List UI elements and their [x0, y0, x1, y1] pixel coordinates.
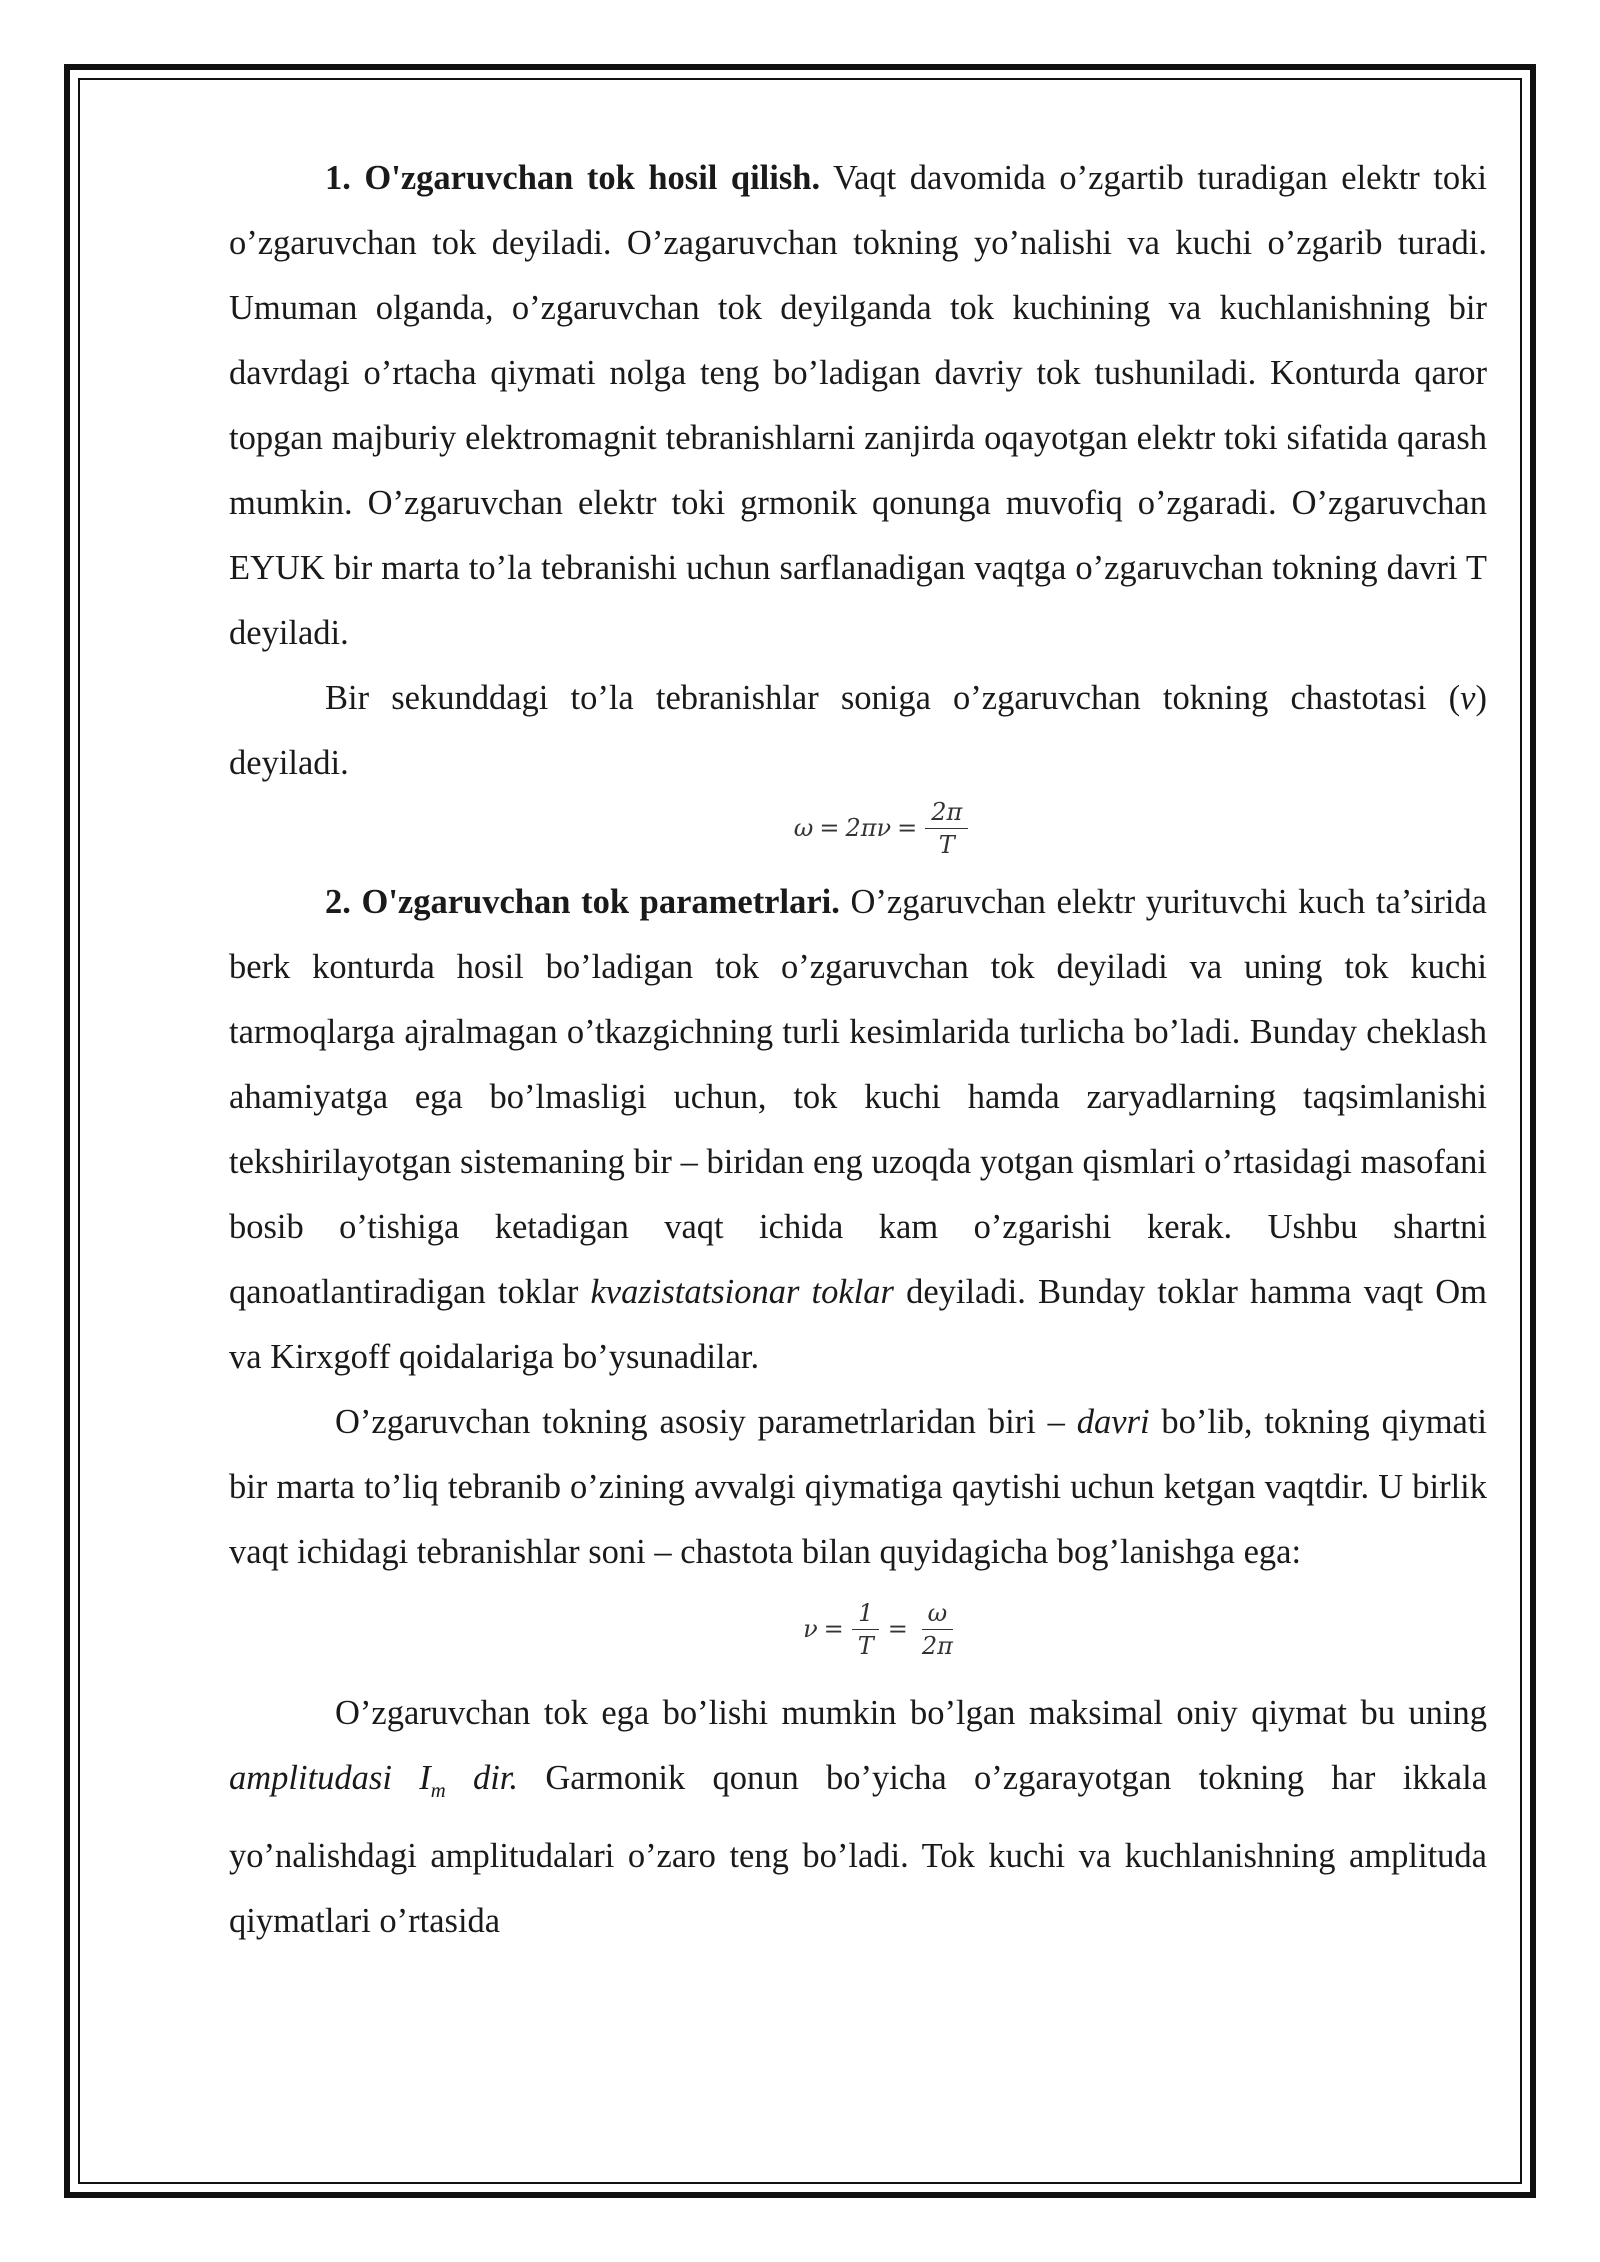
formula2-eq2: = — [887, 1614, 908, 1643]
formula2-eq1: = — [823, 1614, 844, 1643]
formula2-num1: 1 — [852, 1599, 879, 1630]
frequency-text-after: ) deyiladi. — [229, 679, 1487, 782]
formula1-fraction — [925, 798, 968, 859]
section2-text-before: O’zgaruvchan elektr yurituvchi kuch ta’sirida berk konturda hosil bo’ladigan tok o’zgaruvchan tok deyiladi va uning tok kuchi tarmoqlarga ajralmagan o’tkazgichning turli kesimlarida turlicha bo’ladi. Bunday cheklash ahamiyatga ega bo’lmasligi uchun, tok kuchi hamda zaryadlarning taqsimlanishi tekshirilayotgan sistemaning bir – biridan eng uzoqda yotgan qismlari o’rtasidagi masofani bosib o’tishiga ketadigan vaqt ichida kam o’zgarishi kerak. Ushbu shartni qanoatlantiradigan toklar — [229, 883, 1487, 1311]
paragraph-amplitude — [229, 1681, 1487, 1954]
formula1-numerator: 2π — [925, 798, 968, 829]
section2-italic-term: kvazistatsionar toklar — [590, 1273, 894, 1311]
paragraph-period — [229, 1390, 1487, 1585]
amplitude-italic-dir: dir. — [445, 1759, 519, 1797]
section2-text-after: deyiladi. Bunday toklar hamma vaqt Om va Kirxgoff qoidalariga bo’ysunadilar. — [229, 1273, 1487, 1376]
formula-frequency-relation — [229, 1589, 1487, 1669]
amplitude-italic-term: amplitudasi I — [229, 1759, 431, 1797]
document-body — [229, 146, 1487, 1954]
formula2-den1: T — [857, 1631, 874, 1660]
paragraph-section2 — [229, 870, 1487, 1390]
frequency-text-before: Bir sekunddagi to’la tebranishlar soniga o’zgaruvchan tokning chastotasi ( — [325, 679, 1461, 717]
paragraph-section1 — [229, 146, 1487, 666]
period-italic: davri — [1076, 1403, 1150, 1441]
amplitude-text-before: O’zgaruvchan tok ega bo’lishi mumkin bo’lgan maksimal oniy qiymat bu uning — [335, 1694, 1487, 1732]
section1-text: Vaqt davomida o’zgartib turadigan elektr toki o’zgaruvchan tok deyiladi. O’zagaruvchan tokning yo’nalishi va kuchi o’zgarib turadi. Umuman olganda, o’zgaruvchan tok deyilganda tok kuchining va kuchlanishning bir davrdagi o’rtacha qiymati nolga teng bo’ladigan davriy tok tushuniladi. Konturda qaror topgan majburiy elektromagnit tebranishlarni zanjirda oqayotgan elektr toki sifatida qarash mumkin. O’zgaruvchan elektr toki grmonik qonunga muvofiq o’zgaradi. O’zgaruvchan EYUK bir marta to’la tebranishi uchun sarflanadigan vaqtga o’zgaruvchan tokning davri T deyiladi. — [229, 159, 1487, 652]
formula-angular-frequency — [229, 788, 1487, 868]
formula2-den2: 2π — [921, 1631, 953, 1660]
frequency-symbol: ν — [1460, 679, 1476, 717]
formula1-lhs: ω — [793, 814, 814, 842]
period-text-after: bo’lib, tokning qiymati bir marta to’liq tebranib o’zining avvalgi qiymatiga qaytishi uchun ketgan vaqtdir. U birlik vaqt ichidagi tebranishlar soni – chastota bilan quyidagicha bog’lanishga ega: — [229, 1403, 1488, 1571]
amplitude-subscript: m — [430, 1779, 446, 1802]
formula1-denominator: T — [938, 830, 955, 859]
period-text-before: O’zgaruvchan tokning asosiy parametrlaridan biri – — [335, 1403, 1077, 1441]
section1-heading: 1. O'zgaruvchan tok hosil qilish. — [325, 159, 821, 197]
amplitude-text-after: Garmonik qonun bo’yicha o’zgarayotgan tokning har ikkala yo’nalishdagi amplitudalari o’zaro teng bo’ladi. Tok kuchi va kuchlanishning amplituda qiymatlari o’rtasida — [229, 1759, 1488, 1940]
formula1-eq1: = — [819, 813, 840, 842]
formula2-fraction2 — [916, 1599, 959, 1660]
section2-heading: 2. O'zgaruvchan tok parametrlari. — [325, 883, 840, 921]
amplitude-italic — [229, 1759, 519, 1802]
formula2-lhs: ν — [803, 1615, 818, 1643]
formula1-middle: 2πν — [845, 814, 892, 842]
formula1-eq2: = — [897, 813, 918, 842]
formula2-num2: ω — [922, 1599, 954, 1630]
paragraph-frequency — [229, 666, 1487, 796]
formula2-fraction1 — [852, 1599, 880, 1660]
